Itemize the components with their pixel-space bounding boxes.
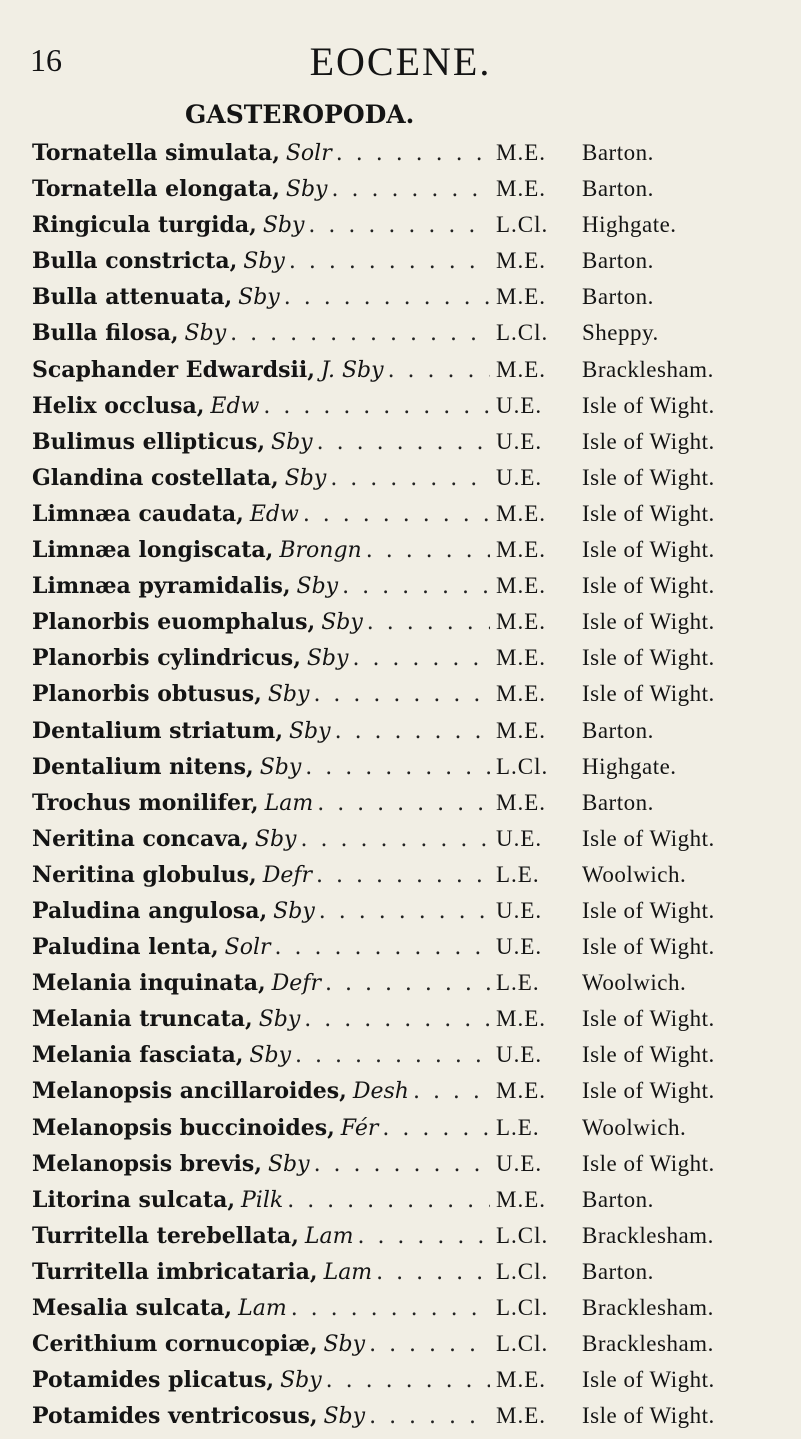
locality: Isle of Wight. <box>582 1367 715 1393</box>
species-author: Sby <box>323 1332 366 1358</box>
stratum-code: M.E. <box>496 1403 546 1429</box>
species-author: Sby <box>267 682 310 708</box>
locality: Isle of Wight. <box>582 464 715 490</box>
species-row <box>32 1187 792 1223</box>
dot-leader <box>367 610 490 635</box>
species-author: Sby <box>262 213 305 239</box>
species-author: Edw <box>210 393 260 419</box>
locality: Barton. <box>582 717 654 743</box>
species-author: Sby <box>267 1151 310 1177</box>
running-head: EOCENE. <box>309 39 492 84</box>
stratum-code: M.E. <box>496 789 546 815</box>
locality: Bracklesham. <box>582 1331 714 1357</box>
species-author: Sby <box>273 898 315 924</box>
locality: Isle of Wight. <box>582 1042 715 1068</box>
locality: Isle of Wight. <box>582 934 715 960</box>
species-author: Lam <box>264 790 314 816</box>
locality: Isle of Wight. <box>582 428 715 454</box>
locality: Isle of Wight. <box>582 1150 715 1176</box>
species-author: Lam <box>238 1296 287 1321</box>
stratum-code: L.Cl. <box>496 1258 549 1284</box>
species-row <box>32 1403 792 1439</box>
stratum-code: L.Cl. <box>496 1295 549 1320</box>
species-author: Sby <box>184 321 227 347</box>
stratum-code: M.E. <box>496 1367 546 1393</box>
dot-leader <box>291 1296 490 1321</box>
stratum-code: U.E. <box>496 897 543 923</box>
locality: Highgate. <box>582 753 677 779</box>
stratum-code: L.Cl. <box>496 1331 549 1357</box>
stratum-code: M.E. <box>496 1186 546 1212</box>
species-row <box>32 573 792 609</box>
stratum-code: M.E. <box>496 248 546 274</box>
stratum-code: M.E. <box>496 645 546 671</box>
species-name: Dentalium striatum, <box>32 717 283 744</box>
species-name: Planorbis obtusus, <box>32 681 262 708</box>
dot-leader <box>263 394 490 419</box>
dot-leader <box>289 249 490 274</box>
species-name: Cerithium cornucopiæ, <box>32 1331 318 1358</box>
species-author: Sby <box>259 754 302 780</box>
species-author: Lam <box>323 1259 373 1285</box>
species-row <box>32 393 792 429</box>
dot-leader <box>369 1332 490 1357</box>
species-name: Melanopsis brevis, <box>32 1150 262 1177</box>
species-author: Sby <box>280 1368 322 1394</box>
stratum-code: M.E. <box>496 609 546 635</box>
dot-leader <box>295 1043 490 1068</box>
locality: Highgate. <box>582 212 677 238</box>
dot-leader <box>366 538 490 563</box>
species-row <box>32 609 792 645</box>
dot-leader <box>314 1152 490 1177</box>
species-author: Sby <box>271 429 313 455</box>
dot-leader <box>230 321 490 346</box>
species-row <box>32 176 792 212</box>
dot-leader <box>316 863 490 888</box>
species-row <box>32 212 792 248</box>
stratum-code: L.Cl. <box>496 320 549 346</box>
species-row <box>32 970 792 1006</box>
species-author: Edw <box>249 501 299 527</box>
dot-leader <box>352 646 490 671</box>
species-row <box>32 826 792 862</box>
locality: Barton. <box>582 1186 654 1212</box>
stratum-code: M.E. <box>496 356 546 382</box>
dot-leader <box>376 1260 490 1285</box>
species-author: Sby <box>258 1007 301 1033</box>
dot-leader <box>319 899 490 924</box>
species-author: Pilk <box>240 1187 284 1213</box>
stratum-code: M.E. <box>496 1078 546 1104</box>
species-name: Bulimus ellipticus, <box>32 428 266 455</box>
locality: Barton. <box>582 248 654 274</box>
stratum-code: U.E. <box>496 428 543 454</box>
species-name: Tornatella simulata, <box>32 140 280 166</box>
species-author: Sby <box>323 1404 366 1430</box>
locality: Isle of Wight. <box>582 897 715 923</box>
species-name: Planorbis euomphalus, <box>32 609 316 636</box>
species-row <box>32 465 792 501</box>
species-name: Paludina lenta, <box>32 934 219 961</box>
dot-leader <box>303 502 490 527</box>
stratum-code: M.E. <box>496 500 546 526</box>
species-row <box>32 1259 792 1295</box>
locality: Isle of Wight. <box>582 392 715 418</box>
species-row <box>32 1151 792 1187</box>
locality: Sheppy. <box>582 320 659 346</box>
locality: Isle of Wight. <box>582 1403 715 1429</box>
species-author: Sby <box>296 574 339 600</box>
stratum-code: M.E. <box>496 573 546 599</box>
species-row <box>32 357 792 393</box>
species-row <box>32 934 792 970</box>
stratum-code: M.E. <box>496 717 546 743</box>
species-name: Limnæa longiscata, <box>32 537 274 564</box>
dot-leader <box>325 971 490 996</box>
stratum-code: L.E. <box>496 1114 540 1140</box>
locality: Barton. <box>582 176 654 202</box>
dot-leader <box>336 141 490 166</box>
species-name: Scaphander Edwardsii, <box>32 356 315 383</box>
page-number: 16 <box>30 42 62 78</box>
dot-leader <box>313 682 490 707</box>
dot-leader <box>335 719 490 744</box>
locality: Woolwich. <box>582 1114 687 1140</box>
locality: Bracklesham. <box>582 1222 714 1248</box>
species-name: Paludina angulosa, <box>32 897 268 924</box>
locality: Barton. <box>582 789 654 815</box>
stratum-code: L.Cl. <box>496 212 549 238</box>
stratum-code: U.E. <box>496 1042 543 1068</box>
locality: Barton. <box>582 140 654 165</box>
species-author: Defr <box>262 862 313 888</box>
species-name: Limnæa pyramidalis, <box>32 573 291 600</box>
dot-leader <box>388 358 490 383</box>
species-row <box>32 1006 792 1042</box>
species-row <box>32 1042 792 1078</box>
species-author: Sby <box>306 646 349 672</box>
dot-leader <box>308 213 490 238</box>
species-name: Tornatella elongata, <box>32 176 280 203</box>
species-name: Bulla constricta, <box>32 248 238 275</box>
stratum-code: U.E. <box>496 1150 543 1176</box>
species-row <box>32 537 792 573</box>
species-name: Litorina sulcata, <box>32 1186 235 1213</box>
locality: Isle of Wight. <box>582 645 715 671</box>
species-author: Sby <box>321 610 363 636</box>
locality: Isle of Wight. <box>582 1078 715 1104</box>
species-row <box>32 320 792 356</box>
species-name: Planorbis cylindricus, <box>32 645 301 672</box>
locality: Isle of Wight. <box>582 825 715 851</box>
stratum-code: L.Cl. <box>496 1222 549 1248</box>
species-author: Sby <box>288 718 331 744</box>
locality: Woolwich. <box>582 970 687 996</box>
dot-leader <box>342 574 490 599</box>
stratum-code: U.E. <box>496 825 543 851</box>
species-author: Solr <box>285 141 332 166</box>
species-name: Potamides plicatus, <box>32 1367 275 1394</box>
species-row <box>32 1223 792 1259</box>
species-row <box>32 645 792 681</box>
species-name: Mesalia sulcata, <box>32 1295 233 1321</box>
species-row <box>32 898 792 934</box>
dot-leader <box>330 466 490 491</box>
species-row <box>32 1331 792 1367</box>
species-name: Neritina concava, <box>32 825 249 852</box>
species-row <box>32 140 792 176</box>
dot-leader <box>287 1188 490 1213</box>
species-name: Helix occlusa, <box>32 392 205 419</box>
dot-leader <box>317 430 490 455</box>
species-author: J. Sby <box>320 357 384 383</box>
species-author: Fér <box>340 1115 379 1141</box>
species-row <box>32 681 792 717</box>
stratum-code: U.E. <box>496 934 543 960</box>
species-row <box>32 862 792 898</box>
locality: Bracklesham. <box>582 1295 714 1320</box>
section-title: GASTEROPODA. <box>185 100 415 129</box>
species-name: Turritella terebellata, <box>32 1222 299 1249</box>
dot-leader <box>275 935 490 960</box>
species-author: Sby <box>254 826 297 852</box>
species-name: Limnæa caudata, <box>32 500 244 527</box>
species-author: Sby <box>243 249 285 275</box>
locality: Isle of Wight. <box>582 681 715 707</box>
locality: Isle of Wight. <box>582 500 715 526</box>
species-author: Brongn <box>279 538 362 564</box>
species-name: Glandina costellata, <box>32 464 279 491</box>
species-row <box>32 1367 792 1403</box>
dot-leader <box>301 827 491 852</box>
species-row <box>32 429 792 465</box>
species-author: Desh <box>352 1079 409 1105</box>
species-row <box>32 754 792 790</box>
species-row <box>32 1078 792 1114</box>
locality: Isle of Wight. <box>582 1006 715 1032</box>
locality: Woolwich. <box>582 861 687 887</box>
stratum-code: M.E. <box>496 140 546 165</box>
species-author: Defr <box>271 971 321 997</box>
locality: Isle of Wight. <box>582 573 715 599</box>
species-author: Solr <box>224 935 271 961</box>
dot-leader <box>382 1116 490 1141</box>
stratum-code: M.E. <box>496 1006 546 1032</box>
species-row <box>32 501 792 537</box>
dot-leader <box>304 1007 490 1032</box>
locality: Barton. <box>582 284 654 310</box>
species-name: Neritina globulus, <box>32 861 257 888</box>
species-name: Turritella imbricataria, <box>32 1258 318 1285</box>
species-row <box>32 248 792 284</box>
stratum-code: L.E. <box>496 970 540 996</box>
stratum-code: M.E. <box>496 284 546 310</box>
stratum-code: M.E. <box>496 681 546 707</box>
stratum-code: M.E. <box>496 537 546 563</box>
locality: Bracklesham. <box>582 356 714 382</box>
species-row <box>32 1115 792 1151</box>
locality: Isle of Wight. <box>582 609 715 635</box>
dot-leader <box>369 1404 490 1429</box>
dot-leader <box>331 177 490 202</box>
species-author: Sby <box>238 285 280 311</box>
species-name: Potamides ventricosus, <box>32 1403 318 1430</box>
species-name: Melania truncata, <box>32 1006 253 1033</box>
species-author: Sby <box>249 1043 292 1069</box>
stratum-code: L.Cl. <box>496 753 549 779</box>
dot-leader <box>317 791 490 816</box>
species-name: Ringicula turgida, <box>32 212 257 239</box>
dot-leader <box>284 285 490 310</box>
species-name: Melania inquinata, <box>32 970 266 997</box>
dot-leader <box>357 1224 490 1249</box>
stratum-code: U.E. <box>496 392 543 418</box>
locality: Barton. <box>582 1258 654 1284</box>
species-name: Melania fasciata, <box>32 1042 244 1069</box>
dot-leader <box>326 1368 490 1393</box>
species-author: Lam <box>304 1223 354 1249</box>
species-author: Sby <box>284 465 327 491</box>
species-name: Melanopsis buccinoides, <box>32 1114 335 1141</box>
species-row <box>32 1295 792 1331</box>
stratum-code: M.E. <box>496 176 546 202</box>
dot-leader <box>413 1079 490 1104</box>
species-author: Sby <box>285 177 328 203</box>
species-row <box>32 284 792 320</box>
species-name: Bulla filosa, <box>32 320 179 347</box>
species-list <box>32 140 792 1439</box>
species-row <box>32 790 792 826</box>
species-name: Melanopsis ancillaroides, <box>32 1078 347 1105</box>
species-row <box>32 718 792 754</box>
locality: Isle of Wight. <box>582 537 715 563</box>
species-name: Bulla attenuata, <box>32 284 233 311</box>
species-name: Dentalium nitens, <box>32 753 254 780</box>
species-name: Trochus monilifer, <box>32 789 259 816</box>
stratum-code: L.E. <box>496 861 540 887</box>
dot-leader <box>305 755 490 780</box>
stratum-code: U.E. <box>496 464 543 490</box>
